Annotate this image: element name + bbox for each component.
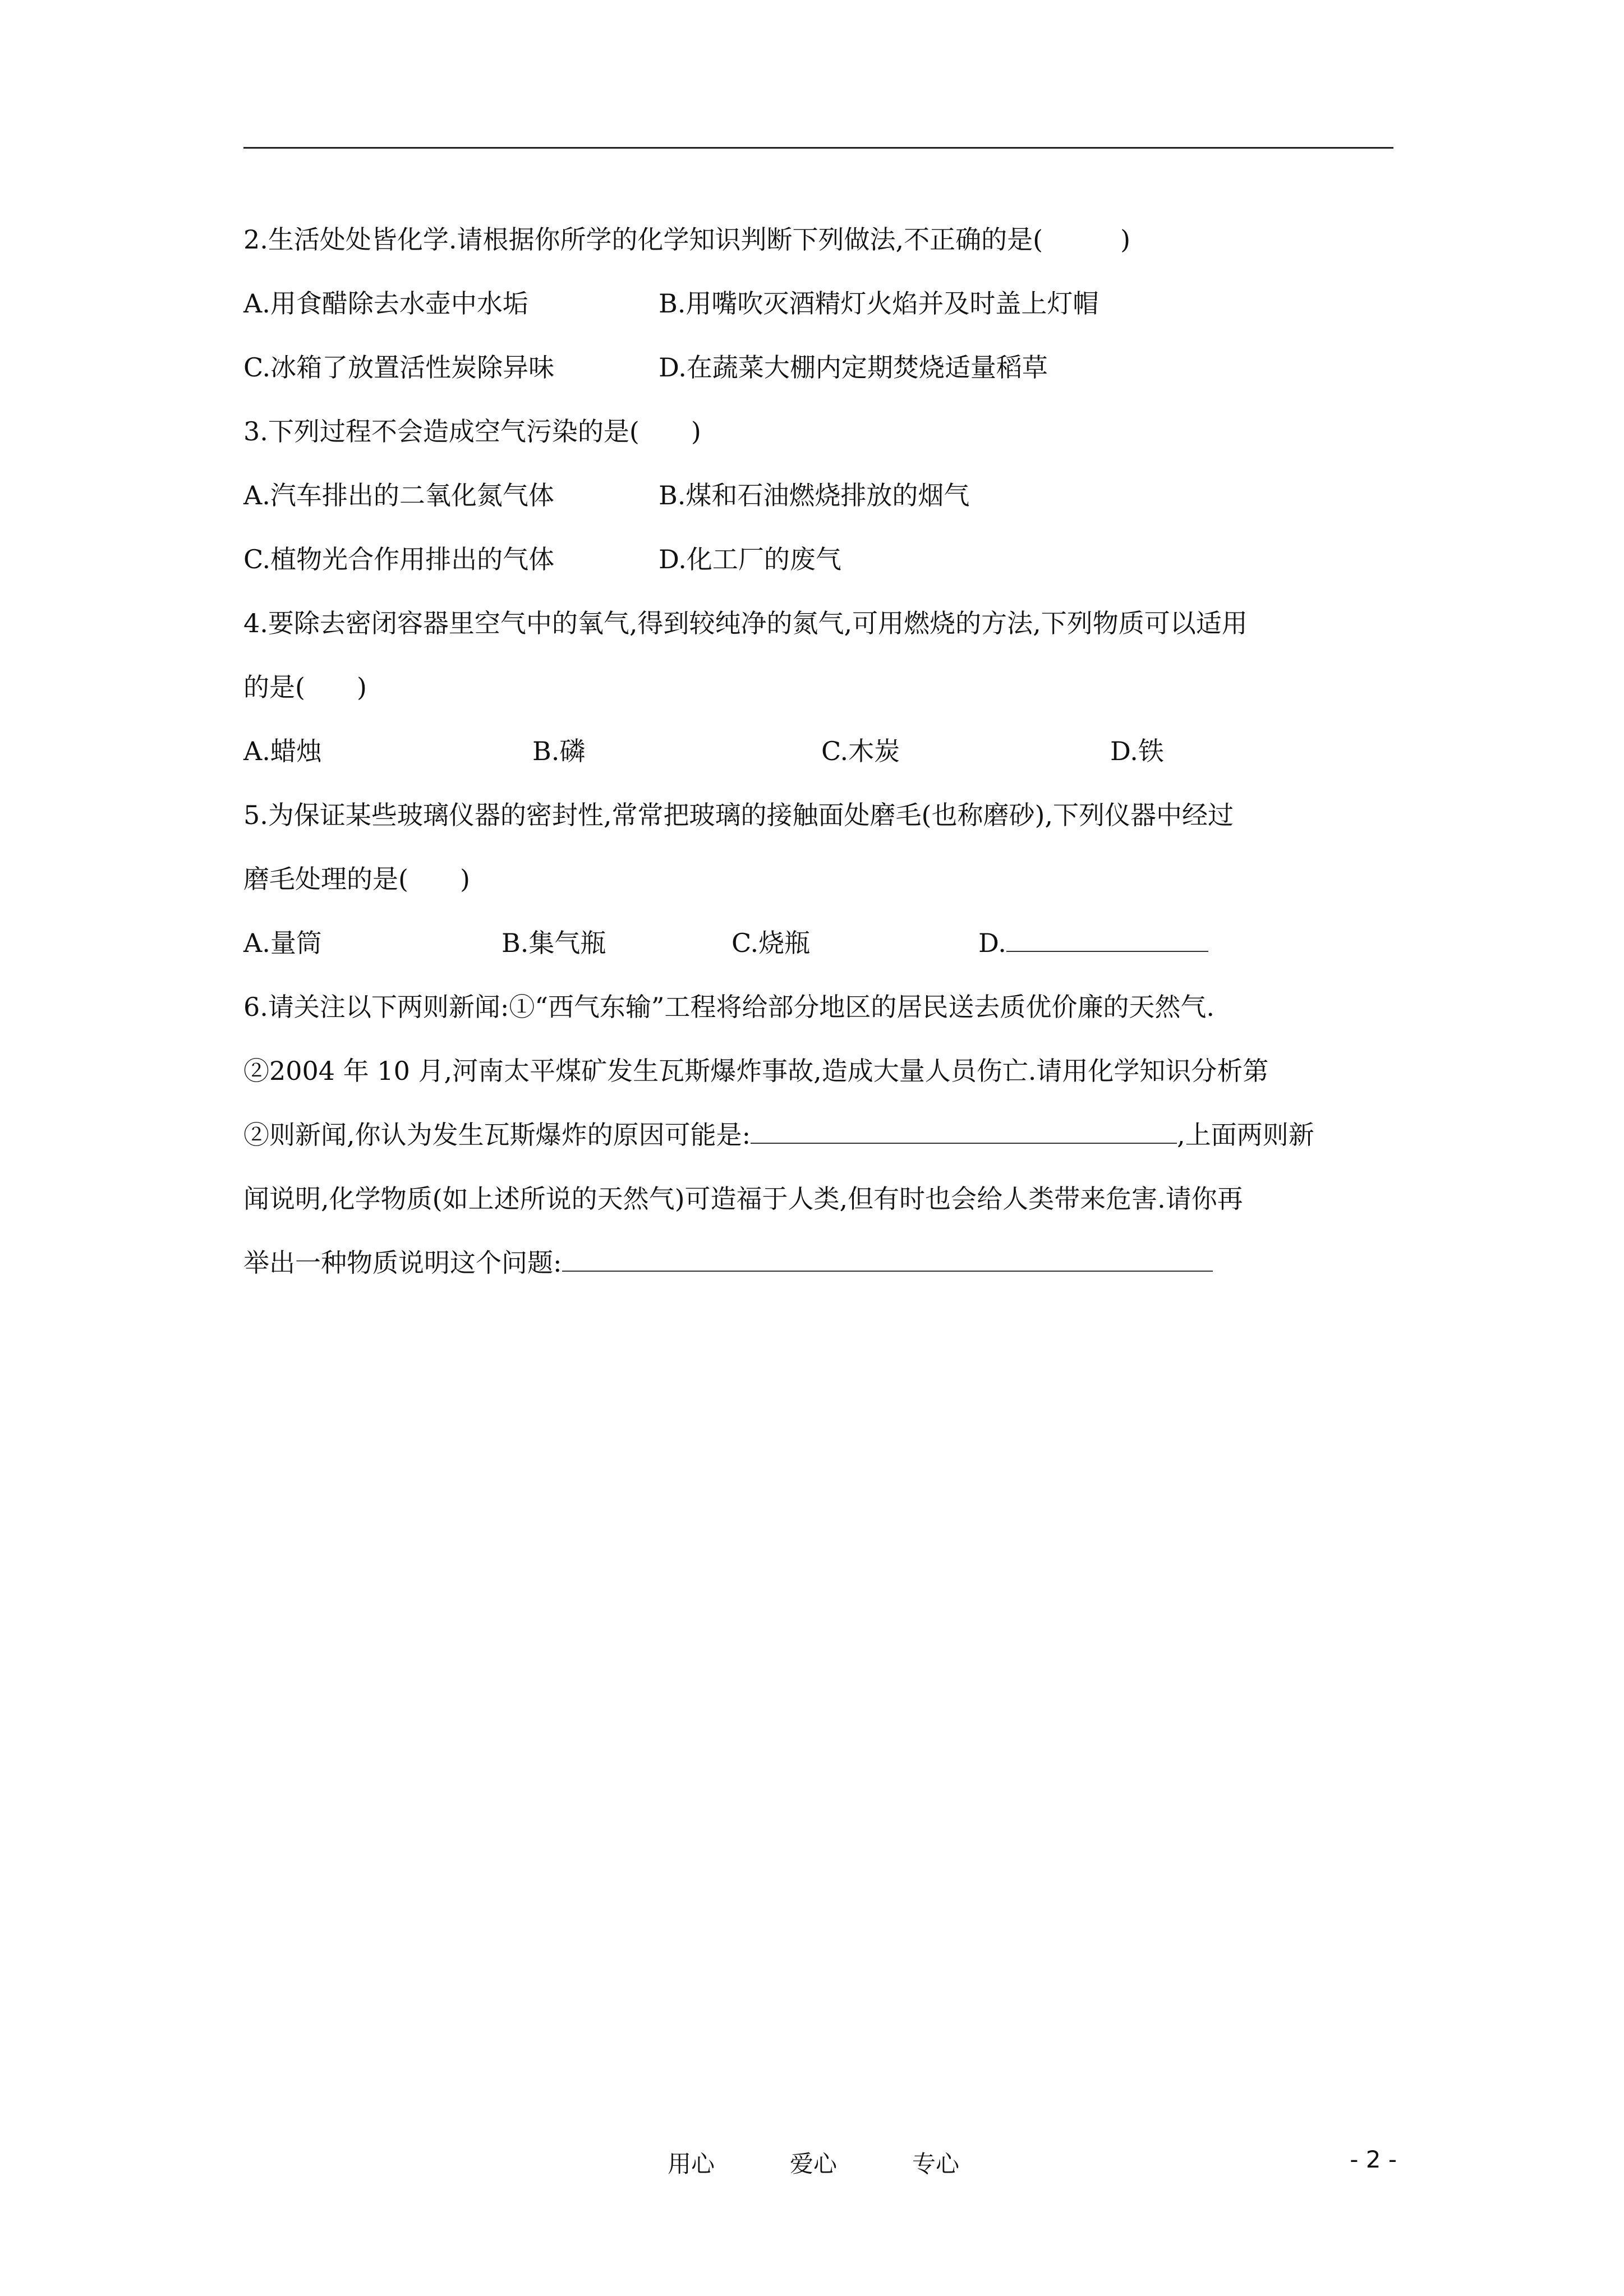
- question-4-options: [243, 719, 1399, 783]
- question-3-options-row-1: [243, 463, 1399, 527]
- question-6-line-3-prefix: ②则新闻,你认为发生瓦斯爆炸的原因可能是:: [243, 1120, 751, 1150]
- footer-motto-item: 用心: [668, 2150, 715, 2178]
- question-3-option-c: C.植物光合作用排出的气体: [243, 544, 555, 574]
- question-5-stem-line-2: 磨毛处理的是( ): [243, 864, 470, 894]
- question-3-options-row-2: [243, 527, 1399, 591]
- question-6-line-3-suffix: ,上面两则新: [1177, 1120, 1314, 1150]
- question-2-option-d: D.在蔬菜大棚内定期焚烧适量稻草: [659, 352, 1048, 383]
- footer-motto: [668, 2146, 959, 2179]
- question-6-line-3: [243, 1103, 1399, 1167]
- question-2-option-b: B.用嘴吹灭酒精灯火焰并及时盖上灯帽: [659, 288, 1099, 319]
- question-6-line-4: 闻说明,化学物质(如上述所说的天然气)可造福于人类,但有时也会给人类带来危害.请你再: [243, 1184, 1243, 1214]
- question-3-option-d: D.化工厂的废气: [659, 544, 841, 574]
- question-2-option-a: A.用食醋除去水壶中水垢: [243, 288, 528, 319]
- question-4-option-a: A.蜡烛: [243, 736, 322, 766]
- question-4-stem-line-2: 的是( ): [243, 672, 367, 702]
- question-2-options-row-2: [243, 335, 1399, 399]
- question-4-option-b: B.磷: [532, 736, 586, 766]
- question-5-option-d-wrap: [978, 911, 1208, 975]
- page-number: - 2 -: [1350, 2146, 1397, 2173]
- question-6-line-2: ②2004 年 10 月,河南太平煤矿发生瓦斯爆炸事故,造成大量人员伤亡.请用化学知识分析第: [243, 1056, 1269, 1086]
- question-2-option-c: C.冰箱了放置活性炭除异味: [243, 352, 555, 383]
- question-6-answer-blank-2[interactable]: [562, 1248, 1213, 1272]
- question-5-option-d-blank[interactable]: [1006, 928, 1208, 952]
- footer-motto-item: 专心: [912, 2150, 959, 2178]
- header-rule: [243, 147, 1393, 149]
- question-2-stem: 2.生活处处皆化学.请根据你所学的化学知识判断下列做法,不正确的是( ): [243, 224, 1131, 255]
- question-6-line-5-prefix: 举出一种物质说明这个问题:: [243, 1248, 562, 1278]
- question-3-option-b: B.煤和石油燃烧排放的烟气: [659, 480, 970, 510]
- question-5-stem-line-1: 5.为保证某些玻璃仪器的密封性,常常把玻璃的接触面处磨毛(也称磨砂),下列仪器中经过: [243, 800, 1234, 830]
- question-3-option-a: A.汽车排出的二氧化氮气体: [243, 480, 554, 510]
- question-4-option-c: C.木炭: [821, 736, 900, 766]
- question-2-options-row-1: [243, 272, 1399, 335]
- question-5-options: [243, 911, 1399, 975]
- question-5-option-b: B.集气瓶: [502, 928, 606, 958]
- question-4-option-d: D.铁: [1110, 736, 1164, 766]
- question-6-line-5: [243, 1231, 1399, 1295]
- question-6-answer-blank-1[interactable]: [751, 1120, 1177, 1144]
- question-6-line-1: 6.请关注以下两则新闻:①“西气东输”工程将给部分地区的居民送去质优价廉的天然气.: [243, 992, 1215, 1022]
- question-4-stem-line-1: 4.要除去密闭容器里空气中的氧气,得到较纯净的氮气,可用燃烧的方法,下列物质可以适用: [243, 608, 1248, 638]
- question-3-stem: 3.下列过程不会造成空气污染的是( ): [243, 416, 701, 447]
- question-5-option-d: D.: [978, 928, 1006, 958]
- question-5-option-c: C.烧瓶: [732, 928, 811, 958]
- footer-motto-item: 爱心: [789, 2150, 837, 2178]
- question-content: [243, 208, 1399, 1295]
- question-5-option-a: A.量筒: [243, 928, 322, 958]
